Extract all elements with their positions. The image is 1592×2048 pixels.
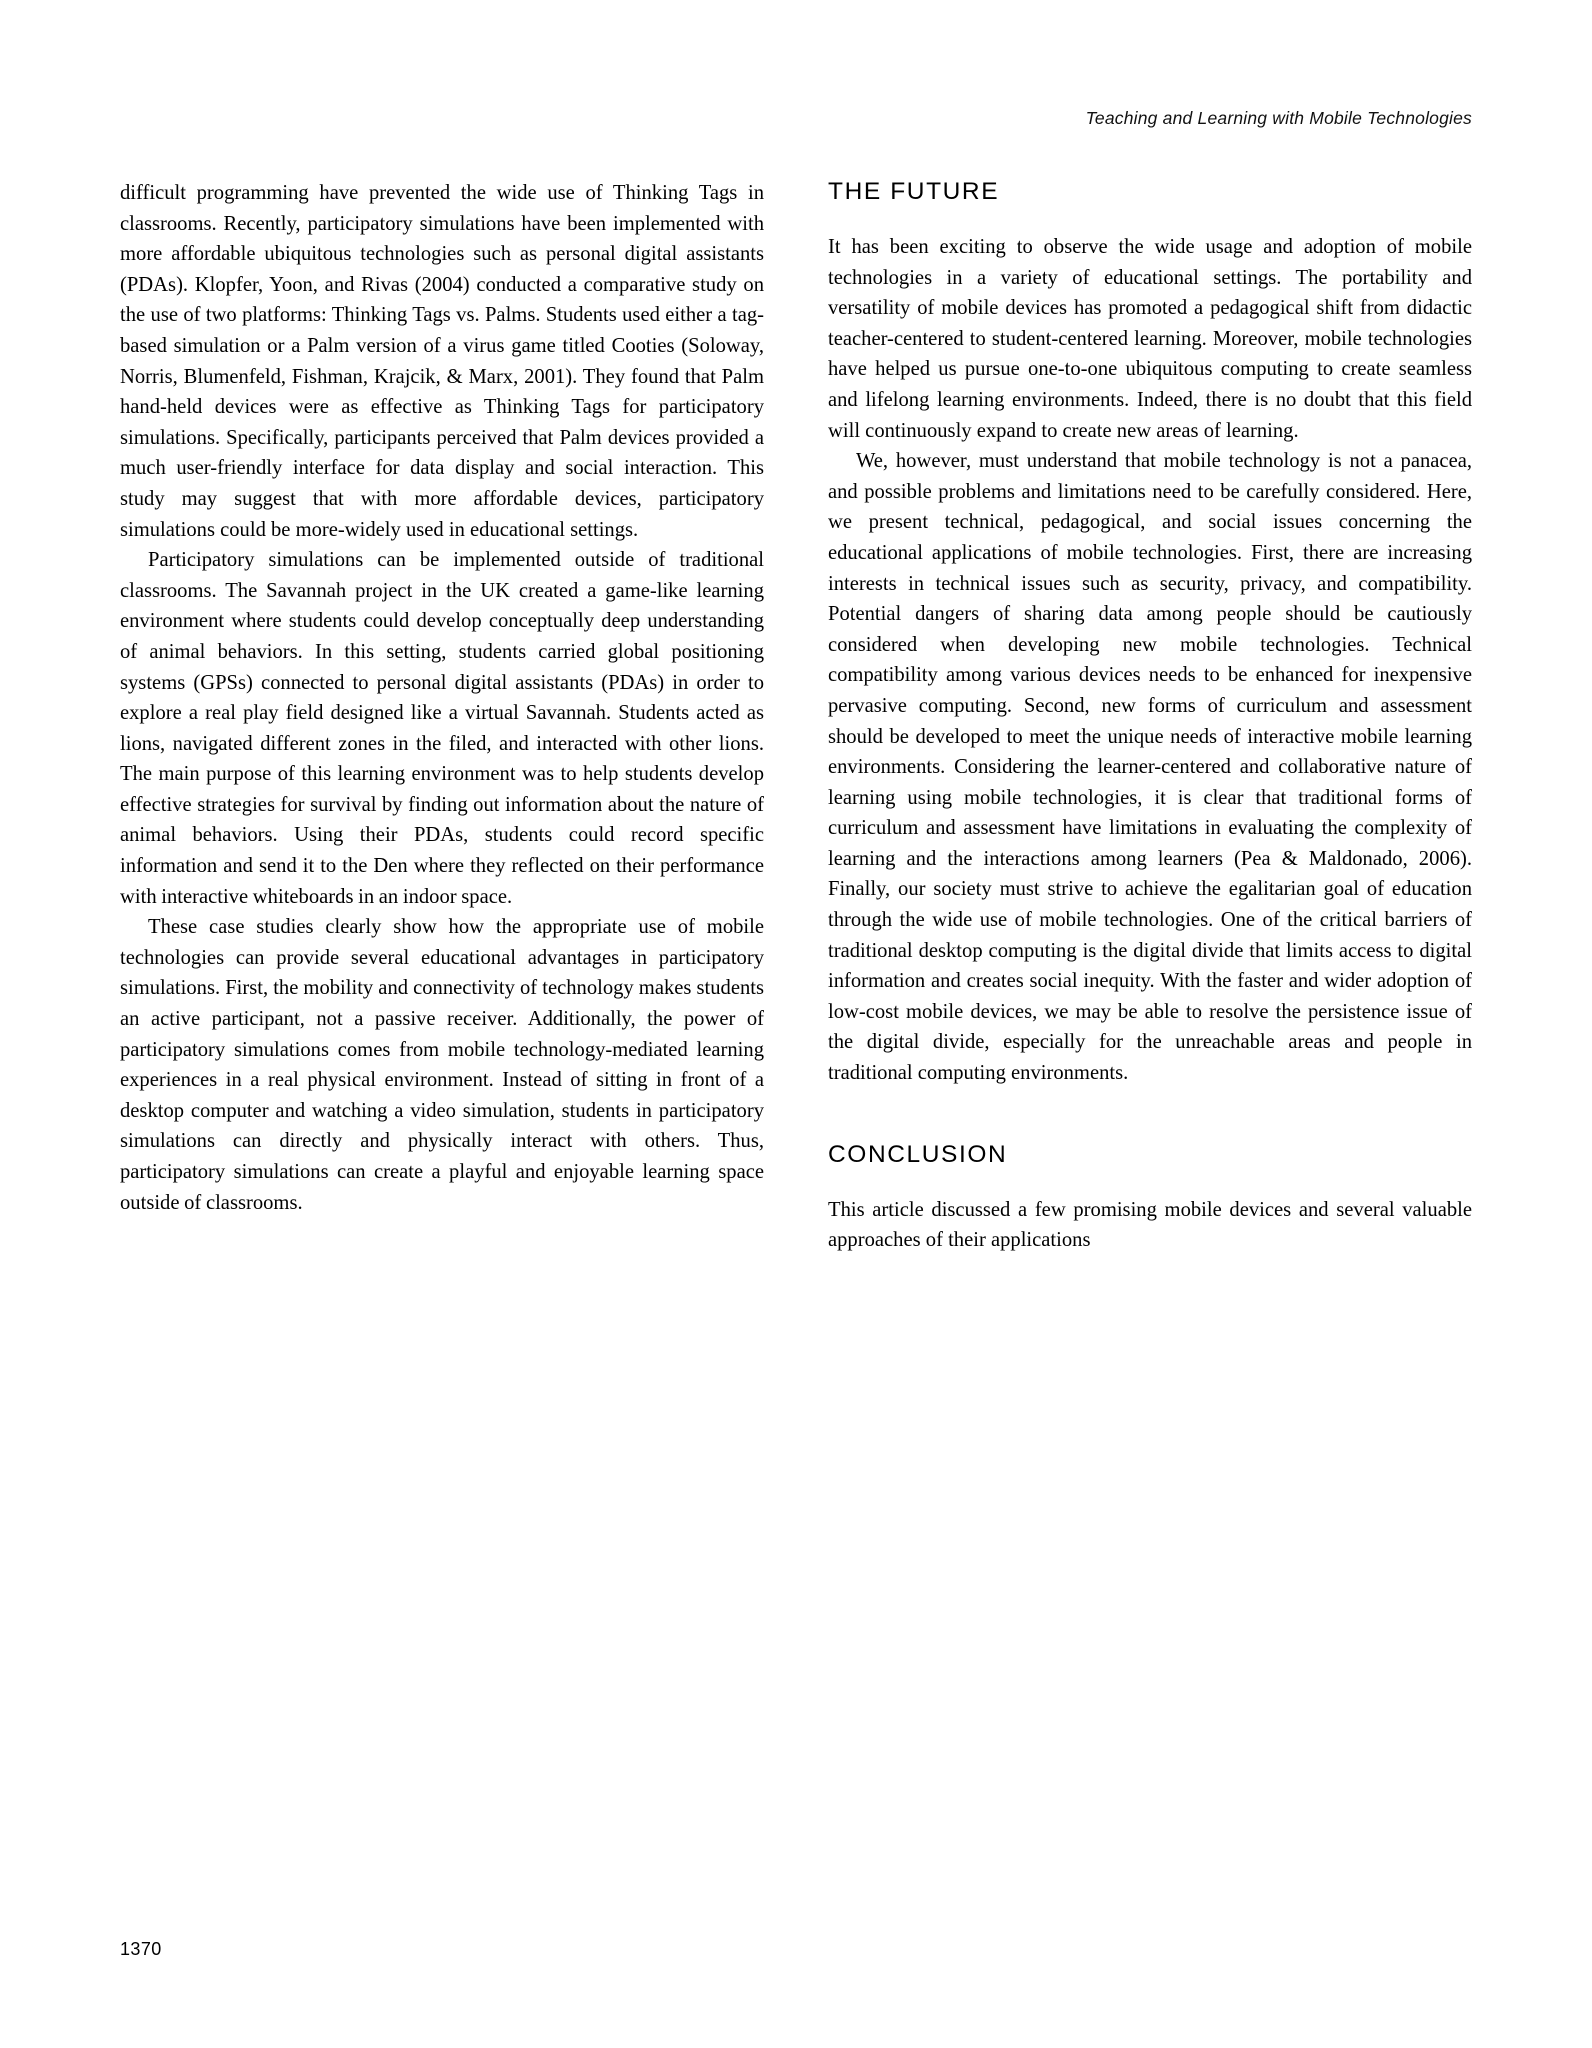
right-column xyxy=(828,178,1472,1256)
paragraph: difficult programming have prevented the wide use of Thinking Tags in classrooms. Recently, participatory simulations have been implemented with more affordable ubiquitous technologies such as personal digital assistants (PDAs). Klopfer, Yoon, and Rivas (2004) conducted a comparative study on the use of two platforms: Thinking Tags vs. Palms. Students used either a tag-based simulation or a Palm version of a virus game titled Cooties (Soloway, Norris, Blumenfeld, Fishman, Krajcik, & Marx, 2001). They found that Palm hand-held devices were as effective as Thinking Tags for participatory simulations. Specifically, participants perceived that Palm devices provided a much user-friendly interface for data display and social interaction. This study may suggest that with more affordable devices, participatory simulations could be more-widely used in educational settings. xyxy=(120,182,764,541)
running-head: Teaching and Learning with Mobile Technologies xyxy=(1085,108,1472,128)
left-column xyxy=(120,178,764,1256)
two-column-body xyxy=(120,178,1472,1256)
section-heading-the-future: THE FUTURE xyxy=(828,178,1000,205)
page-number: 1370 xyxy=(120,1939,162,1959)
paragraph: It has been exciting to observe the wide usage and adoption of mobile technologies in a variety of educational settings. The portability and versatility of mobile devices has promoted a pedagogical shift from didactic teacher-centered to student-centered learning. Moreover, mobile technologies have helped us pursue one-to-one ubiquitous computing to create seamless and lifelong learning environments. Indeed, there is no doubt that this field will continuously expand to create new areas of learning. xyxy=(828,236,1472,442)
paragraph: Participatory simulations can be implemented outside of traditional classrooms. The Savannah project in the UK created a game-like learning environment where students could develop conceptually deep understanding of animal behaviors. In this setting, students carried global positioning systems (GPSs) connected to personal digital assistants (PDAs) in order to explore a real play field designed like a virtual Savannah. Students acted as lions, navigated different zones in the filed, and interacted with other lions. The main purpose of this learning environment was to help students develop effective strategies for survival by finding out information about the nature of animal behaviors. Using their PDAs, students could record specific information and send it to the Den where they reflected on their performance with interactive whiteboards in an indoor space. xyxy=(120,549,764,908)
paragraph: These case studies clearly show how the appropriate use of mobile technologies can provide several educational advantages in participatory simulations. First, the mobility and connectivity of technology makes students an active participant, not a passive receiver. Additionally, the power of participatory simulations comes from mobile technology-mediated learning experiences in a real physical environment. Instead of sitting in front of a desktop computer and watching a video simulation, students in participatory simulations can directly and physically interact with others. Thus, participatory simulations can create a playful and enjoyable learning space outside of classrooms. xyxy=(120,916,764,1214)
section-heading-conclusion: CONCLUSION xyxy=(828,1140,1008,1168)
paragraph: We, however, must understand that mobile technology is not a panacea, and possible problems and limitations need to be carefully considered. Here, we present technical, pedagogical, and social issues concerning the educational applications of mobile technologies. First, there are increasing interests in technical issues such as security, privacy, and compatibility. Potential dangers of sharing data among people should be cautiously considered when developing new mobile technologies. Technical compatibility among various devices needs to be enhanced for inexpensive pervasive computing. Second, new forms of curriculum and assessment should be developed to meet the unique needs of interactive mobile learning environments. Considering the learner-centered and collaborative nature of learning using mobile technologies, it is clear that traditional forms of curriculum and assessment have limitations in evaluating the complexity of learning and the interactions among learners (Pea & Maldonado, 2006). Finally, our society must strive to achieve the egalitarian goal of education through the wide use of mobile technologies. One of the critical barriers of traditional desktop computing is the digital divide that limits access to digital information and creates social inequity. With the faster and wider adoption of low-cost mobile devices, we may be able to resolve the persistence issue of the digital divide, especially for the unreachable areas and people in traditional computing environments. xyxy=(828,450,1472,1085)
paragraph: This article discussed a few promising mobile devices and several valuable approaches of their applications xyxy=(828,1198,1472,1252)
